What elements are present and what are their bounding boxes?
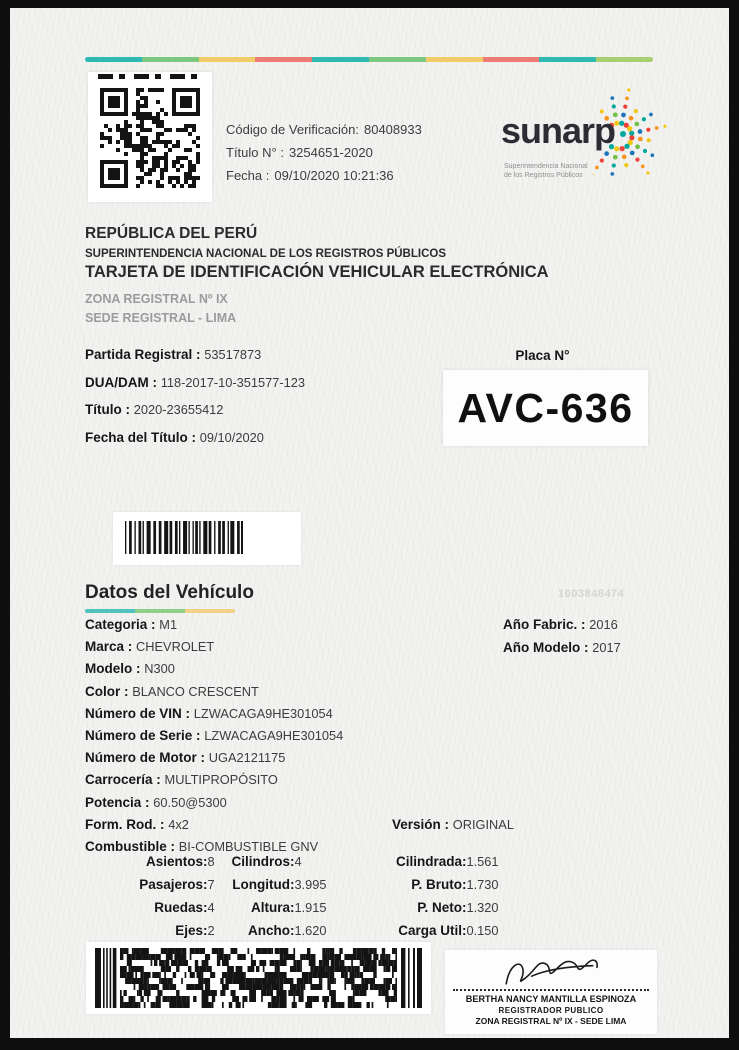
field-value: 0.150 <box>466 923 499 938</box>
field-label: Combustible <box>85 838 167 854</box>
specs-column-1 <box>85 854 215 946</box>
field-label: Número de Serie <box>85 727 193 743</box>
spec-row <box>85 854 215 877</box>
spec-row <box>228 877 327 900</box>
qr-code-icon <box>100 88 200 188</box>
color-segment <box>426 57 483 62</box>
field-separator: : <box>196 750 209 766</box>
field-separator: : <box>462 877 467 892</box>
registrar-signature-block <box>445 950 657 1034</box>
field-value: 118-2017-10-351577-123 <box>160 374 305 390</box>
field-separator: : <box>462 854 467 869</box>
registral-zone: ZONA REGISTRAL Nº IX <box>85 292 228 306</box>
field-value: N300 <box>144 661 175 677</box>
field-value: 2016 <box>589 617 618 632</box>
field-value: M1 <box>159 617 178 632</box>
country-title: REPÚBLICA DEL PERÚ <box>85 225 258 242</box>
vehicle-field-row <box>85 660 343 682</box>
field-value: 60.50@5300 <box>153 794 227 810</box>
field-label: Ruedas <box>154 900 203 915</box>
title-number-row <box>226 141 422 164</box>
vehicle-field-row <box>85 638 343 660</box>
field-separator: : <box>121 402 134 417</box>
document-title: TARJETA DE IDENTIFICACIÓN VEHICULAR ELECTRÓNICA <box>85 263 549 281</box>
registration-fields <box>85 346 305 456</box>
field-separator: : <box>192 347 205 362</box>
title-number-label: Título N° : <box>226 145 284 160</box>
field-separator: : <box>148 374 161 390</box>
registration-field-row <box>85 429 305 457</box>
field-value: 4 <box>294 854 302 869</box>
print-artifact <box>98 74 198 79</box>
version-value: ORIGINAL <box>452 817 514 832</box>
field-label: P. Bruto <box>411 877 462 892</box>
verification-code-row <box>226 118 422 141</box>
field-value: 8 <box>207 854 215 869</box>
color-segment <box>312 57 369 62</box>
plate-number-value: AVC-636 <box>457 384 634 431</box>
vehicle-card <box>10 8 729 1038</box>
field-value: 1.730 <box>466 877 499 892</box>
document-header <box>85 225 549 330</box>
vehicle-field-row <box>85 749 343 771</box>
verification-date-value: 09/10/2020 10:21:36 <box>274 168 394 183</box>
field-value: BLANCO CRESCENT <box>132 683 259 699</box>
field-label: Número de Motor <box>85 750 197 766</box>
field-label: Título <box>85 402 122 417</box>
vehicle-field-row <box>85 727 343 749</box>
spec-row <box>228 900 327 923</box>
field-label: Año Fabric. <box>503 617 578 632</box>
color-segment <box>135 609 185 613</box>
field-label: Form. Rod. <box>85 816 157 832</box>
field-separator: : <box>141 794 154 810</box>
field-separator: : <box>580 639 593 655</box>
vehicle-field-row <box>85 705 343 727</box>
field-label: Ancho <box>248 923 290 938</box>
signature-divider <box>453 989 649 991</box>
spec-row <box>85 900 215 923</box>
field-value: MULTIPROPÓSITO <box>164 772 278 788</box>
vehicle-field-row <box>85 616 343 638</box>
field-value: 53517873 <box>204 347 262 362</box>
field-label: Longitud <box>232 877 290 892</box>
qr-code-box <box>88 72 212 202</box>
color-segment <box>85 57 142 62</box>
color-segment <box>142 57 199 62</box>
field-separator: : <box>290 877 295 892</box>
top-color-stripe <box>85 57 653 62</box>
field-label: Partida Registral <box>85 347 193 362</box>
section-title-underline <box>85 609 235 613</box>
field-label: Marca <box>85 639 125 655</box>
field-value: BI-COMBUSTIBLE GNV <box>178 838 319 854</box>
field-label: Número de VIN <box>85 705 182 721</box>
field-separator: : <box>462 900 467 915</box>
vehicle-field-row <box>85 816 343 838</box>
field-separator: : <box>192 727 205 743</box>
vehicle-section-title: Datos del Vehículo <box>85 582 254 603</box>
version-label: Versión <box>392 817 441 832</box>
vehicle-fields-left <box>85 616 343 860</box>
registration-field-row <box>85 346 305 374</box>
field-separator: : <box>152 772 165 788</box>
field-value: CHEVROLET <box>136 639 215 655</box>
field-separator: : <box>156 816 169 832</box>
field-label: Carga Util <box>398 923 462 938</box>
field-value: 09/10/2020 <box>199 429 264 445</box>
field-label: Pasajeros <box>139 877 203 892</box>
vehicle-field-row <box>85 683 343 705</box>
field-separator: : <box>203 877 208 892</box>
verification-code-value: 80408933 <box>363 122 422 137</box>
registrar-zone: ZONA REGISTRAL Nº IX - SEDE LIMA <box>475 1016 627 1026</box>
field-value: 7 <box>207 877 215 892</box>
field-label: Cilindrada <box>395 854 462 869</box>
verification-date-label: Fecha : <box>226 168 270 183</box>
color-segment <box>369 57 426 62</box>
verification-code-label: Código de Verificación: <box>226 122 359 137</box>
field-label: Año Modelo <box>503 639 581 655</box>
color-segment <box>185 609 235 613</box>
field-label: DUA/DAM <box>85 374 149 390</box>
spec-row <box>378 900 499 923</box>
registrar-role: REGISTRADOR PUBLICO <box>498 1006 604 1015</box>
registration-field-row <box>85 374 305 402</box>
vehicle-field-row <box>85 771 343 793</box>
color-segment <box>85 609 135 613</box>
field-value: 1.320 <box>466 900 499 915</box>
field-value: 3.995 <box>294 877 327 892</box>
field-separator: : <box>203 854 208 869</box>
pdf417-barcode-box <box>86 942 431 1014</box>
field-value: 2 <box>207 923 215 938</box>
field-separator: : <box>132 661 145 677</box>
spec-row <box>378 877 499 900</box>
title-number-value: 3254651-2020 <box>288 145 373 160</box>
color-segment <box>539 57 596 62</box>
field-label: Modelo <box>85 661 133 677</box>
field-value: LZWACAGA9HE301054 <box>204 727 344 743</box>
field-label: P. Neto <box>417 900 462 915</box>
verification-date-row <box>226 164 422 187</box>
spec-row <box>378 854 499 877</box>
spec-row <box>85 877 215 900</box>
field-label: Potencia <box>85 794 142 810</box>
field-separator: : <box>147 617 160 632</box>
barcode-box <box>113 512 301 565</box>
field-separator: : <box>124 639 137 655</box>
field-separator: : <box>187 429 200 445</box>
specs-column-3 <box>378 854 499 946</box>
field-value: 1.620 <box>294 923 327 938</box>
version-field: Versión : ORIGINAL <box>392 817 514 832</box>
field-label: Color <box>85 683 121 699</box>
field-separator: : <box>166 838 179 854</box>
registrar-name: BERTHA NANCY MANTILLA ESPINOZA <box>465 994 637 1005</box>
field-label: Asientos <box>145 854 203 869</box>
verification-block <box>226 118 422 187</box>
field-value: 1.561 <box>466 854 499 869</box>
field-value: 1.915 <box>294 900 327 915</box>
field-label: Carrocería <box>85 772 153 788</box>
field-label: Cilindros <box>231 854 290 869</box>
field-value: LZWACAGA9HE301054 <box>193 705 333 721</box>
field-value: 4 <box>207 900 215 915</box>
field-value: 2017 <box>592 639 621 655</box>
color-segment <box>199 57 256 62</box>
color-segment <box>483 57 540 62</box>
watermark-number: 1003848474 <box>558 588 625 600</box>
sunarp-wordmark: sunarp <box>501 110 616 151</box>
plate-number-label: Placa N° <box>515 348 570 363</box>
institution-title: SUPERINTENDENCIA NACIONAL DE LOS REGISTROS PÚBLICOS <box>85 248 447 260</box>
color-segment <box>255 57 312 62</box>
registration-field-row <box>85 401 305 429</box>
pdf417-barcode-icon <box>95 948 422 1008</box>
vehicle-field-row <box>503 639 621 662</box>
field-separator: : <box>290 854 295 869</box>
field-label: Ejes <box>175 923 203 938</box>
field-value: 4x2 <box>168 816 189 832</box>
field-separator: : <box>203 923 208 938</box>
field-separator: : <box>120 683 133 699</box>
sunarp-logo <box>495 86 680 196</box>
vehicle-field-row <box>85 794 343 816</box>
field-label: Categoria <box>85 617 148 632</box>
vehicle-fields-right <box>503 616 621 662</box>
field-label: Fecha del Título <box>85 429 188 445</box>
field-separator: : <box>577 617 590 632</box>
field-separator: : <box>181 705 194 721</box>
field-value: UGA2121175 <box>208 750 286 766</box>
field-separator: : <box>203 900 208 915</box>
field-separator: : <box>290 923 295 938</box>
barcode-icon <box>125 521 245 555</box>
signature-icon <box>495 946 608 993</box>
specs-column-2 <box>228 854 327 946</box>
field-value: 2020-23655412 <box>133 402 224 417</box>
vehicle-field-row <box>503 616 621 639</box>
registral-sede: SEDE REGISTRAL - LIMA <box>85 311 237 325</box>
field-separator: : <box>290 900 295 915</box>
spec-row <box>228 854 327 877</box>
plate-number-box <box>443 370 648 446</box>
color-segment <box>596 57 653 62</box>
field-label: Altura <box>250 900 290 915</box>
field-separator: : <box>462 923 467 938</box>
sunarp-tagline: Superintendencia Nacional de los Registros Públicos <box>504 163 588 179</box>
